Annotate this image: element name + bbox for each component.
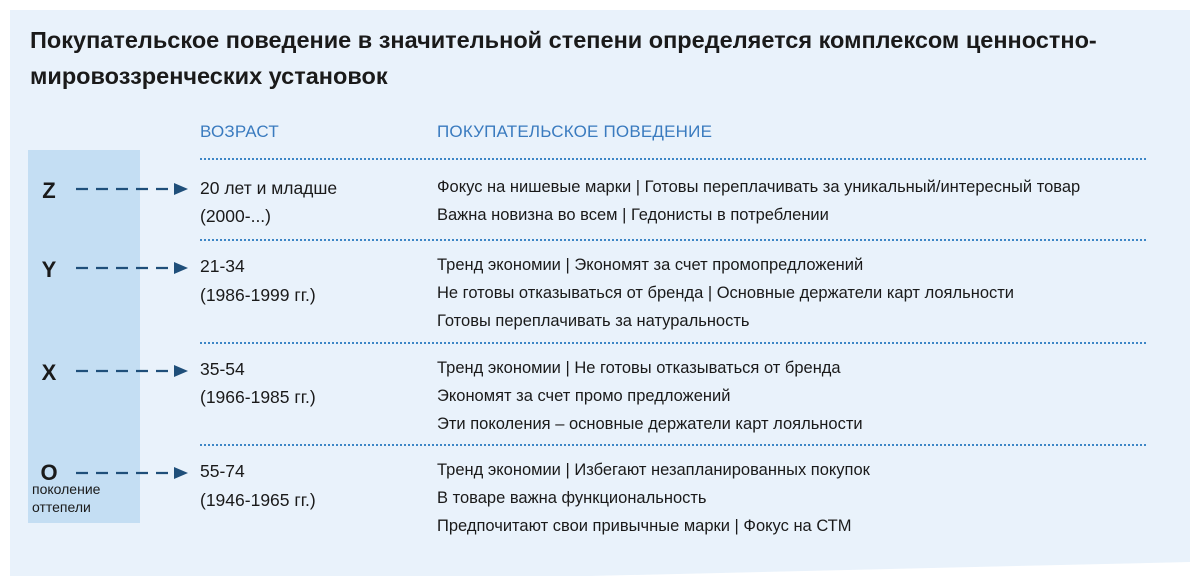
- age-column-header: ВОЗРАСТ: [200, 122, 279, 141]
- birth-years: (1986-1999 гг.): [200, 285, 316, 305]
- age-range: 35-54: [200, 359, 245, 379]
- behavior-line: Предпочитают свои привычные марки | Фокус на СТМ: [437, 517, 852, 535]
- generation-letter: X: [41, 360, 57, 385]
- divider: [200, 158, 1146, 160]
- birth-years: (2000-...): [200, 206, 271, 226]
- generation-subtitle: [32, 480, 100, 516]
- behavior-line: Тренд экономии | Экономят за счет промопредложений: [437, 256, 864, 274]
- divider: [200, 444, 1146, 446]
- age-range: 20 лет и младше: [200, 178, 338, 198]
- birth-years: (1946-1965 гг.): [200, 490, 316, 510]
- generation-letter: O: [40, 460, 58, 485]
- birth-years: (1966-1985 гг.): [200, 387, 316, 407]
- generation-subtitle-line: оттепели: [32, 499, 91, 515]
- behavior-line: Тренд экономии | Избегают незапланированных покупок: [437, 461, 870, 479]
- behavior-line: Важна новизна во всем | Гедонисты в потреблении: [437, 206, 829, 224]
- divider: [200, 342, 1146, 344]
- behavior-column-header: ПОКУПАТЕЛЬСКОЕ ПОВЕДЕНИЕ: [437, 122, 713, 141]
- behavior-line: Тренд экономии | Не готовы отказываться от бренда: [437, 359, 841, 377]
- arrow-right-icon: [76, 364, 188, 378]
- behavior-line: Не готовы отказываться от бренда | Основные держатели карт лояльности: [437, 284, 1015, 302]
- page-title: Покупательское поведение в значительной степени определяется комплексом ценностно-мировоззренческих установок: [30, 27, 1097, 89]
- behavior-line: Эти поколения – основные держатели карт лояльности: [437, 415, 863, 433]
- arrow-right-icon: [76, 182, 188, 196]
- divider: [200, 239, 1146, 241]
- age-range: 55-74: [200, 461, 245, 481]
- generation-letter: Z: [42, 178, 56, 203]
- arrow-right-icon: [76, 466, 188, 480]
- age-range: 21-34: [200, 256, 245, 276]
- behavior-line: Готовы переплачивать за натуральность: [437, 312, 750, 330]
- generation-subtitle-line: поколение: [32, 481, 101, 497]
- behavior-line: Экономят за счет промо предложений: [437, 387, 731, 405]
- corner-cut: [590, 562, 1190, 576]
- behavior-line: Фокус на нишевые марки | Готовы переплачивать за уникальный/интересный товар: [437, 178, 1081, 196]
- arrow-right-icon: [76, 261, 188, 275]
- behavior-line: В товаре важна функциональность: [437, 489, 707, 507]
- generation-letter: Y: [41, 257, 57, 282]
